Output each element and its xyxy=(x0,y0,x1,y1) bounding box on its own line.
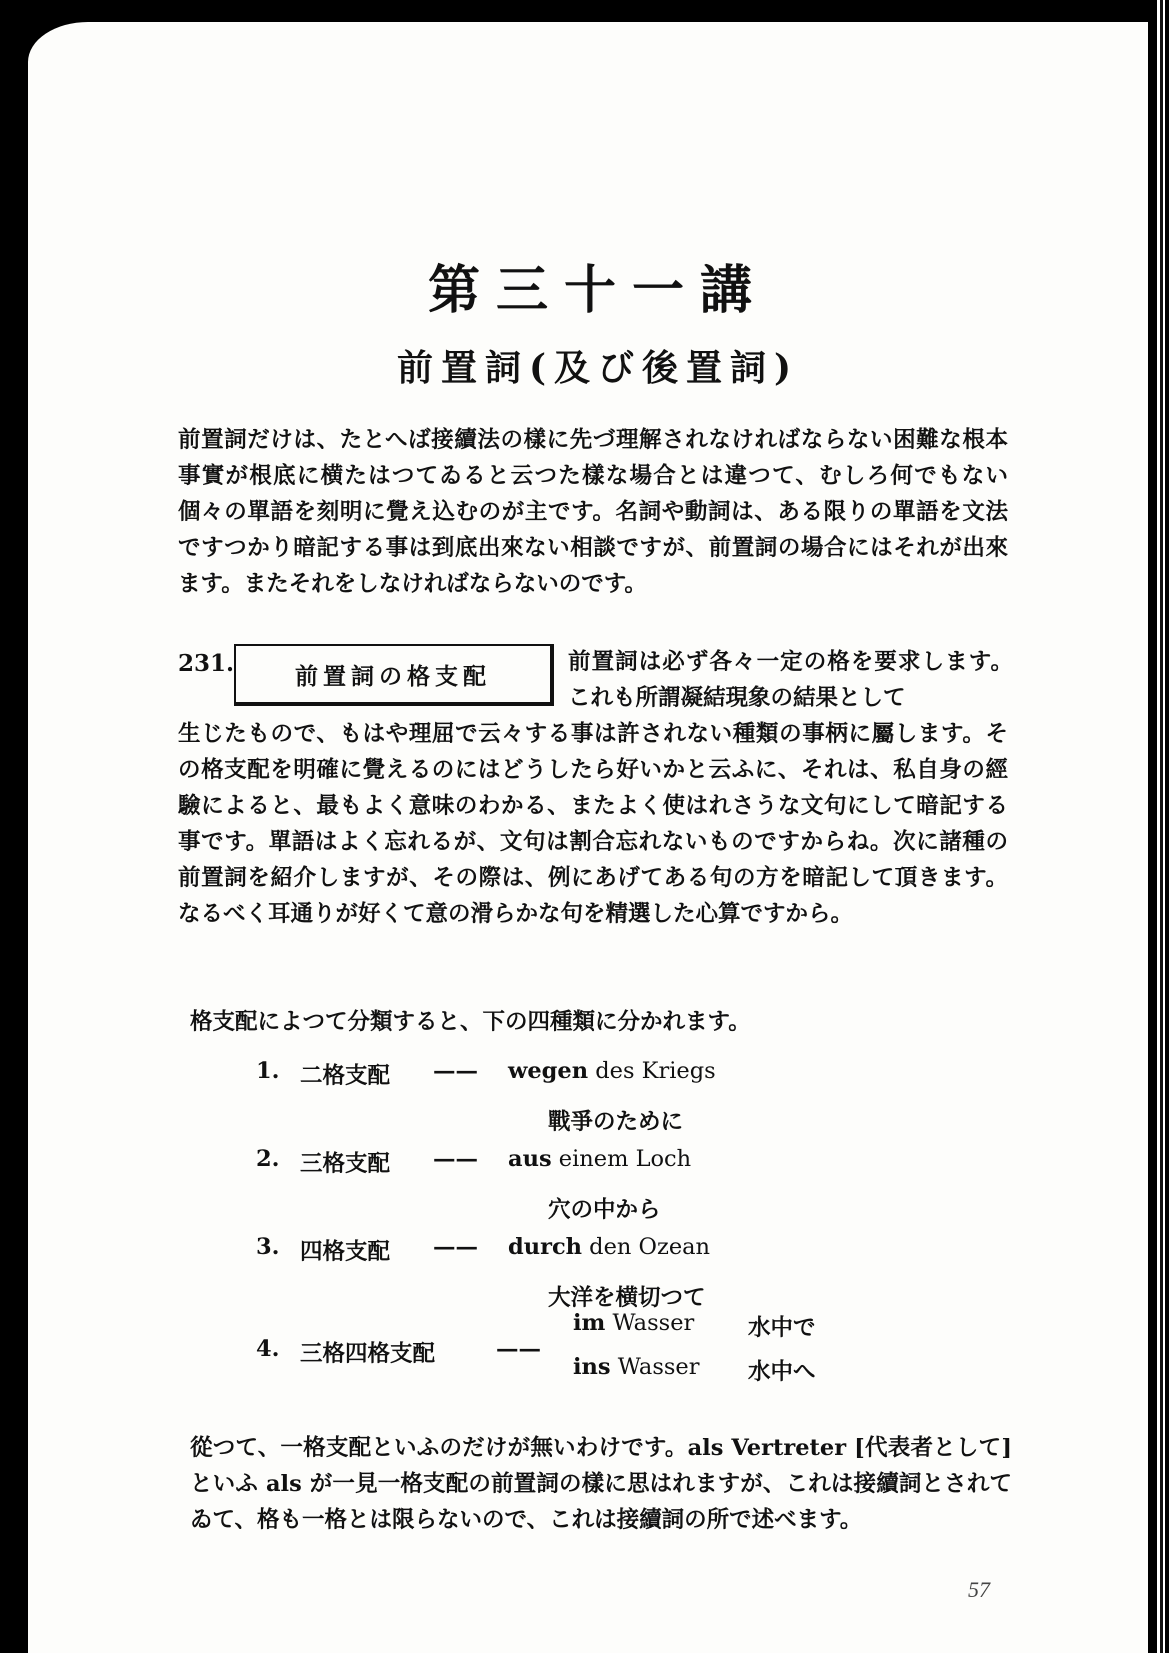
example-german-rest: des Kriegs xyxy=(588,1058,716,1084)
example-preposition: aus xyxy=(508,1146,552,1172)
example-preposition: ins xyxy=(573,1354,611,1380)
example-german xyxy=(508,1234,710,1260)
example-japanese-dative: 水中で xyxy=(748,1315,816,1341)
example-german xyxy=(508,1146,691,1172)
intro-paragraph: 前置詞だけは、たとへば接續法の樣に先づ理解されなければならない困難な根本事實が根底に横たはつてゐると云つた樣な場合とは違つて、むしろ何でもない個々の單語を刻明に覺え込むのが主です。名詞や動詞は、ある限りの單語を文法ですつかり暗記する事は到底出來ない相談ですが、前置詞の場合にはそれが出來ます。またそれをしなければならないのです。 xyxy=(178,427,1008,597)
example-number: 1. xyxy=(256,1058,280,1084)
example-number: 4. xyxy=(256,1336,280,1362)
section-heading-box: 前置詞の格支配 xyxy=(234,644,554,706)
section-231-heading xyxy=(178,644,1018,720)
example-japanese-accusative: 水中へ xyxy=(748,1359,816,1385)
closing-paragraph: 從つて、一格支配といふのだけが無いわけです。als Vertreter [代表者として] といふ als が一見一格支配の前置詞の樣に思はれますが、これは接續詞とされてゐて、格も一格とは限らないので、これは接續詞の所で述べます。 xyxy=(190,1435,1012,1533)
example-dash: —— xyxy=(433,1146,478,1172)
example-german-rest: einem Loch xyxy=(551,1146,692,1172)
example-german xyxy=(508,1058,716,1084)
example-1 xyxy=(178,1058,1018,1138)
example-number: 3. xyxy=(256,1234,280,1260)
example-dash: —— xyxy=(496,1336,541,1362)
example-preposition: durch xyxy=(508,1234,583,1260)
chapter-title: 第三十一講 xyxy=(427,260,768,321)
example-label: 二格支配 xyxy=(300,1063,391,1089)
classification-intro: 格支配によつて分類すると、下の四種類に分かれます。 xyxy=(190,1009,751,1035)
example-preposition: im xyxy=(573,1310,606,1336)
example-2 xyxy=(178,1146,1018,1226)
example-label: 四格支配 xyxy=(300,1239,391,1265)
example-german-rest: Wasser xyxy=(610,1354,700,1380)
page-number: 57 xyxy=(968,1577,990,1602)
example-german-rest: Wasser xyxy=(605,1310,695,1336)
example-japanese: 大洋を横切つて xyxy=(548,1285,706,1311)
example-dash: —— xyxy=(433,1234,478,1260)
example-number: 2. xyxy=(256,1146,280,1172)
example-japanese: 穴の中から xyxy=(548,1197,661,1223)
example-label: 三格四格支配 xyxy=(300,1341,436,1367)
example-preposition: wegen xyxy=(508,1058,589,1084)
example-german-accusative xyxy=(573,1354,699,1380)
example-german-rest: den Ozean xyxy=(582,1234,711,1260)
section-first-lines: 前置詞は必ず各々一定の格を要求します。これも所謂凝結現象の結果として xyxy=(568,649,1013,711)
example-dash: —— xyxy=(433,1058,478,1084)
section-title: 前置詞(及び後置詞) xyxy=(396,347,800,389)
example-3 xyxy=(178,1234,1018,1314)
example-label: 三格支配 xyxy=(300,1151,391,1177)
example-4 xyxy=(178,1310,1018,1406)
section-body-paragraph: 生じたもので、もはや理屈で云々する事は許されない種類の事柄に屬します。その格支配を明確に覺えるのにはどうしたら好いかと云ふに、それは、私自身の經驗によると、最もよく意味のわかる、またよく使はれさうな文句にして暗記する事です。單語はよく忘れるが、文句は割合忘れないものですからね。次に諸種の前置詞を紹介しますが、その際は、例にあげてある句の方を暗記して頂きます。なるべく耳通りが好くて意の滑らかな句を精選した心算ですから。 xyxy=(178,721,1008,927)
book-page xyxy=(28,22,1148,1653)
page-edge-shadow xyxy=(1157,0,1169,1653)
example-german-dative xyxy=(573,1310,694,1336)
section-number: 231. xyxy=(178,650,235,677)
example-japanese: 戰爭のために xyxy=(548,1109,684,1135)
